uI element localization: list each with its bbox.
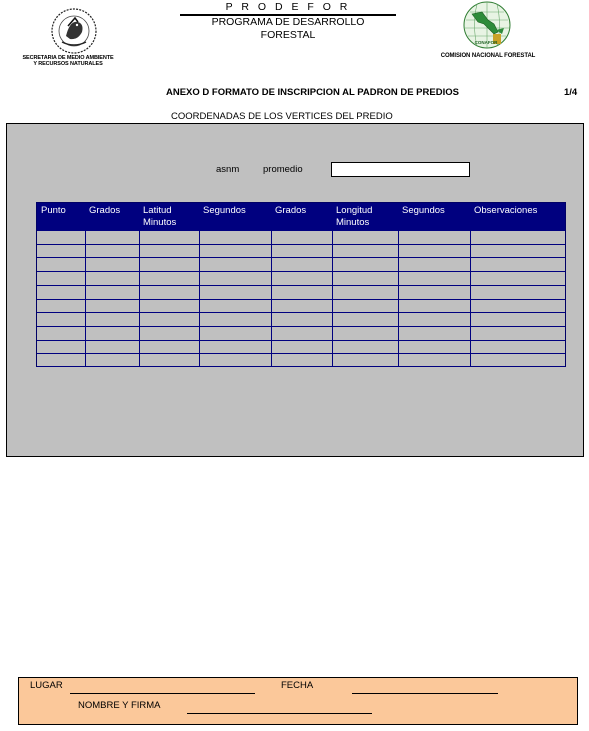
header-segundos-lon <box>402 205 445 217</box>
nombre-firma-field[interactable] <box>187 713 372 714</box>
semarnat-caption-line1: SECRETARIA DE MEDIO AMBIENTE <box>22 55 114 61</box>
table-column-line <box>199 230 200 367</box>
table-row[interactable] <box>37 245 565 258</box>
table-row[interactable] <box>37 327 565 340</box>
table-row[interactable] <box>37 231 565 244</box>
lugar-field[interactable] <box>70 693 255 694</box>
page-number: 1/4 <box>564 87 578 98</box>
table-row[interactable] <box>37 354 565 367</box>
table-row[interactable] <box>37 286 565 299</box>
header-grados-lat-text: Grados <box>89 205 121 216</box>
fecha-label: FECHA <box>281 680 314 691</box>
program-name <box>180 16 396 42</box>
table-column-line <box>85 230 86 367</box>
mexico-coat-of-arms-icon <box>48 6 100 56</box>
table-row[interactable] <box>37 313 565 326</box>
header-observaciones <box>474 205 537 217</box>
fecha-field[interactable] <box>352 693 498 694</box>
semarnat-caption-line2: Y RECURSOS NATURALES <box>33 61 103 67</box>
table-column-line <box>398 230 399 367</box>
asnm-label: asnm <box>216 164 240 175</box>
semarnat-caption <box>18 55 118 67</box>
header-observaciones-text: Observaciones <box>474 205 538 216</box>
header-grados-lat <box>89 205 120 217</box>
table-column-line <box>139 230 140 367</box>
lugar-label: LUGAR <box>30 680 63 691</box>
annex-title: ANEXO D FORMATO DE INSCRIPCION AL PADRON DE PREDIOS <box>166 87 459 98</box>
header-latitud <box>143 205 176 229</box>
header-grados-lon-text: Grados <box>275 205 307 216</box>
header-segundos-lon-text: Segundos <box>402 205 445 216</box>
conafor-brand-text: CONAFOR <box>474 40 498 45</box>
altitude-average-input[interactable] <box>331 162 470 177</box>
section-title: COORDENADAS DE LOS VERTICES DEL PREDIO <box>171 111 393 122</box>
header-latitud-text: Latitud <box>143 205 172 216</box>
table-row[interactable] <box>37 341 565 354</box>
conafor-caption: COMISION NACIONAL FORESTAL <box>440 53 536 59</box>
header-longitud-text: Longitud <box>336 205 373 216</box>
header-segundos-lat-text: Segundos <box>203 205 246 216</box>
program-code: P R O D E F O R <box>225 1 351 13</box>
header-longitud-minutos-text: Minutos <box>336 217 370 228</box>
table-column-line <box>332 230 333 367</box>
header-punto <box>41 205 66 217</box>
promedio-label: promedio <box>263 164 303 175</box>
nombre-firma-label: NOMBRE Y FIRMA <box>78 700 161 711</box>
program-name-line2: FORESTAL <box>260 29 316 41</box>
header-segundos-lat <box>203 205 246 217</box>
table-column-line <box>271 230 272 367</box>
table-row[interactable] <box>37 300 565 313</box>
coordinates-table <box>36 202 566 367</box>
table-row[interactable] <box>37 258 565 271</box>
header-grados-lon <box>275 205 306 217</box>
program-name-line1: PROGRAMA DE DESARROLLO <box>211 16 365 28</box>
table-row[interactable] <box>37 272 565 285</box>
header-punto-text: Punto <box>41 205 66 216</box>
table-column-line <box>470 230 471 367</box>
conafor-globe-icon <box>460 0 514 52</box>
header-longitud <box>336 205 372 229</box>
header-latitud-minutos-text: Minutos <box>143 217 177 228</box>
